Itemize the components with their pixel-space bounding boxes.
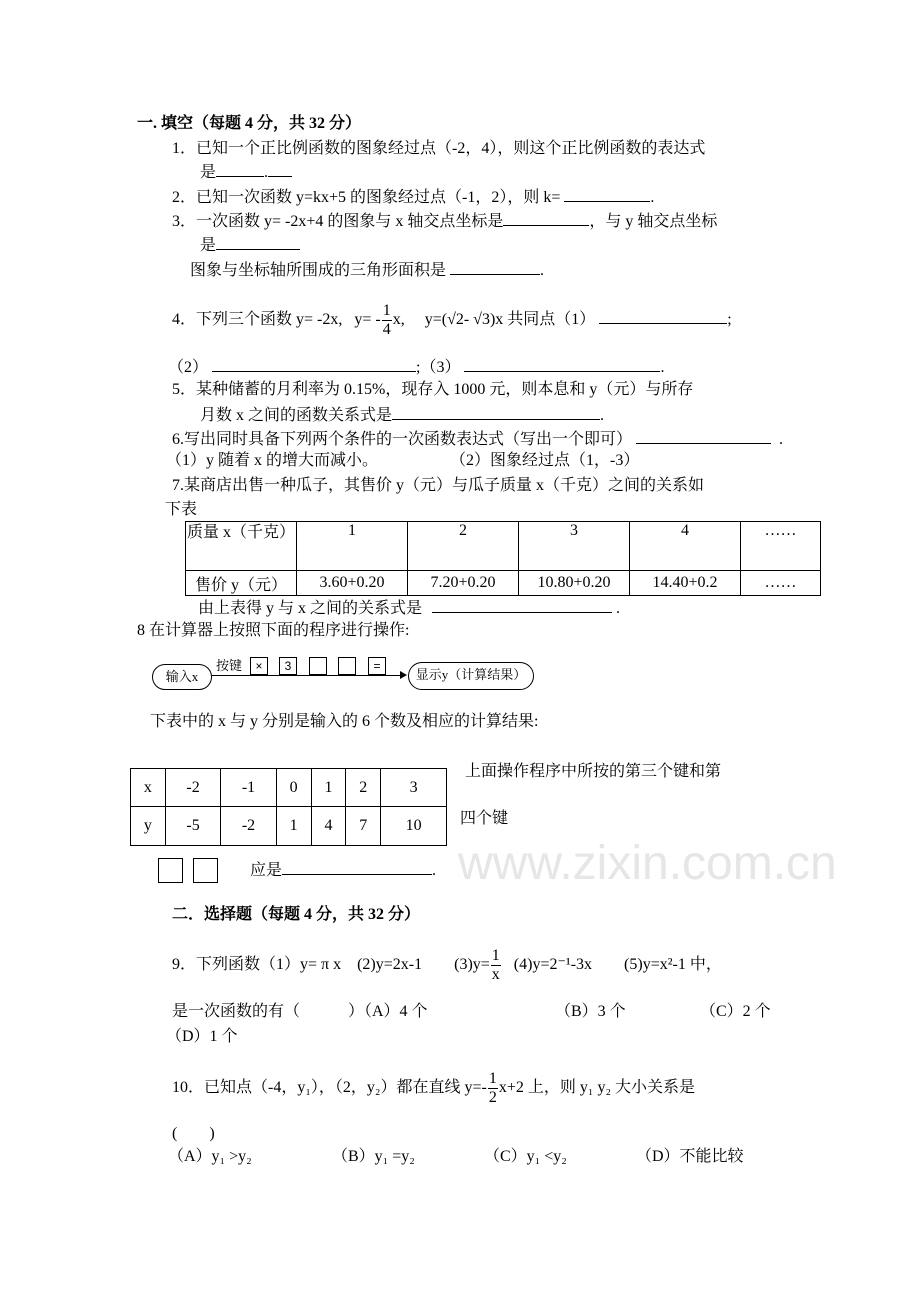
q3-blank-area[interactable]	[450, 259, 540, 275]
q7-cell: 质量 x（千克）	[186, 522, 297, 571]
q7-after	[198, 597, 620, 619]
q4-f2a: y= -	[354, 311, 381, 328]
q8-intro: 下表中的 x 与 y 分别是输入的 6 个数及相应的计算结果:	[150, 713, 539, 730]
answer-box-4[interactable]	[193, 858, 218, 883]
q3-blank-y[interactable]	[216, 234, 300, 250]
q3-area	[190, 259, 544, 281]
q10-option-d: （D）不能比较	[636, 1148, 744, 1165]
q8-row-y	[131, 807, 447, 846]
q8-cell: 2	[346, 769, 381, 807]
q3-end: .	[540, 262, 545, 279]
key-1: ×	[250, 657, 268, 675]
q9-option-b: （B）3 个	[555, 1003, 626, 1020]
q7-cell: ……	[741, 571, 821, 596]
q9-text: 9．下列函数（1）y= π x (2)y=2x-1 (3)y=	[172, 956, 490, 973]
q9-num: 1	[491, 946, 500, 964]
q10-option-c: （C）y₁ <y₂	[484, 1148, 567, 1165]
q7-after-text: 由上表得 y 与 x 之间的关系式是	[198, 600, 423, 617]
q7-cell: ……	[741, 522, 821, 571]
q10-fraction	[488, 1070, 498, 1107]
q7-cell: 7.20+0.20	[408, 571, 519, 596]
q10-rest: x+2 上，则 y₁ y₂ 大小关系是	[498, 1079, 696, 1096]
q1-blank[interactable]	[216, 161, 264, 177]
q8-text: 8 在计算器上按照下面的程序进行操作:	[137, 622, 410, 639]
q4	[172, 300, 732, 340]
q1-dot: .	[264, 164, 269, 181]
flow-press-label: 按键	[216, 658, 243, 673]
q4-end1: ;	[727, 311, 732, 328]
section1-title: 一. 填空（每题 4 分，共 32 分）	[137, 115, 362, 132]
q7-cont: 下表	[165, 501, 198, 518]
q8-cell: 10	[381, 807, 447, 846]
q8-cell: 7	[346, 807, 381, 846]
q5-text: 5．某种储蓄的月利率为 0.15%，现存入 1000 元，则本息和 y（元）与所存	[172, 381, 694, 398]
q7-cell: 14.40+0.2	[630, 571, 741, 596]
q7-cell: 10.80+0.20	[519, 571, 630, 596]
q8-cell: 1	[276, 807, 311, 846]
q10-paren: ( )	[172, 1125, 215, 1142]
q4-blank-1[interactable]	[599, 308, 727, 324]
q7-cell: 3	[519, 522, 630, 571]
q7-cell: 3.60+0.20	[297, 571, 408, 596]
q2-text: 2．已知一次函数 y=kx+5 的图象经过点（-1，2），则 k=	[172, 189, 561, 206]
section2-title: 二．选择题（每题 4 分，共 32 分）	[172, 906, 421, 923]
q3	[172, 210, 717, 232]
q7-cell: 1	[297, 522, 408, 571]
q7-table	[185, 521, 821, 596]
q4-den: 4	[382, 320, 391, 338]
q9-option-c: （C）2 个	[700, 1003, 771, 1020]
q4-num: 1	[382, 301, 391, 319]
q10-option-b: （B）y₁ =y₂	[332, 1148, 415, 1165]
q8-cell: -5	[165, 807, 220, 846]
watermark: www.zixin.com.cn	[458, 837, 837, 890]
key-3	[309, 657, 327, 675]
q7-cell: 售价 y（元）	[186, 571, 297, 596]
q6-blank[interactable]	[636, 428, 771, 444]
q7-text: 7.某商店出售一种瓜子，其售价 y（元）与瓜子质量 x（千克）之间的关系如	[172, 477, 705, 494]
q8-cell: y	[131, 807, 166, 846]
q10-option-a: （A）y₁ >y₂	[168, 1148, 252, 1165]
q8-cell: 3	[381, 769, 447, 807]
q3-cont	[200, 234, 300, 256]
q1-cont	[200, 161, 292, 183]
q8-side2: 四个键	[460, 810, 509, 827]
q7-end: .	[616, 600, 621, 617]
q8-answer	[250, 859, 436, 881]
q2-end: .	[650, 189, 655, 206]
q2	[172, 186, 654, 208]
q5-end: .	[600, 407, 605, 424]
q7-cell: 4	[630, 522, 741, 571]
q3-text: 3．一次函数 y= -2x+4 的图象与 x 轴交点坐标是	[172, 213, 504, 230]
q6-c1: （1）y 随着 x 的增大而减小。	[166, 452, 379, 469]
q7-row-price	[186, 571, 821, 596]
arrow-head-icon	[400, 671, 407, 679]
q8-cell: x	[131, 769, 166, 807]
q2-blank[interactable]	[564, 186, 650, 202]
q8-cell: -2	[165, 769, 220, 807]
q10-num: 1	[488, 1069, 497, 1087]
q7-cell: 2	[408, 522, 519, 571]
q8-cell: 0	[276, 769, 311, 807]
q9-option-d: （D）1 个	[166, 1028, 238, 1045]
q8-row-x	[131, 769, 447, 807]
q4-p2: （2）	[168, 359, 209, 376]
q8-table	[130, 768, 447, 846]
q4-line2	[168, 356, 664, 378]
q7-blank[interactable]	[432, 597, 612, 613]
q3-cont-text: 是	[200, 237, 217, 254]
q10-den: 2	[488, 1088, 497, 1106]
q10-text: 10．已知点（-4，y₁），（2，y₂）都在直线 y=-	[172, 1079, 487, 1096]
q3-mid: ，与 y 轴交点坐标	[589, 213, 718, 230]
q9-rest: (4)y=2⁻¹-3x (5)y=x²-1 中，	[513, 956, 722, 973]
q9-fraction	[491, 947, 501, 984]
key-5: =	[368, 657, 386, 675]
q6-text: 6.写出同时具备下列两个条件的一次函数表达式（写出一个即可）	[172, 431, 633, 448]
q4-fraction	[382, 302, 392, 339]
q8-side1: 上面操作程序中所按的第三个键和第	[465, 763, 722, 780]
q4-sep: ;（3）	[416, 359, 461, 376]
q5-cont-text: 月数 x 之间的函数关系式是	[200, 407, 393, 424]
key-4	[338, 657, 356, 675]
calculator-flowchart	[150, 655, 550, 695]
q8-end: .	[432, 862, 437, 879]
q8-cell: -2	[221, 807, 276, 846]
q4-f3: y=(√2- √3)x 共同点（1）	[424, 311, 596, 328]
answer-box-3[interactable]	[158, 858, 183, 883]
q4-blank-2[interactable]	[212, 356, 416, 372]
q9-line2: 是一次函数的有（ ）（A）4 个	[172, 1003, 428, 1020]
q8-cell: -1	[221, 769, 276, 807]
q1-cont-text: 是	[200, 164, 217, 181]
q1-blank-2[interactable]	[268, 161, 292, 177]
q4-blank-3[interactable]	[464, 356, 660, 372]
q4-text: 4．下列三个函数 y= -2x,	[172, 311, 343, 328]
flow-output: 显示y（计算结果）	[408, 662, 534, 690]
q9-den: x	[491, 965, 500, 983]
q8-cell: 1	[311, 769, 346, 807]
key-2: 3	[279, 657, 297, 675]
q5-cont	[200, 404, 604, 426]
q8-blank[interactable]	[282, 859, 432, 875]
q6-c2: （2）图象经过点（1，-3）	[450, 452, 640, 469]
q3-blank-x[interactable]	[503, 210, 589, 226]
q7-row-mass	[186, 522, 821, 571]
flow-input: 输入x	[152, 664, 212, 690]
q1-text: 1．已知一个正比例函数的图象经过点（-2，4），则这个正比例函数的表达式	[172, 140, 706, 157]
q8-cell: 4	[311, 807, 346, 846]
q4-end: .	[660, 359, 665, 376]
q3-area-text: 图象与坐标轴所围成的三角形面积是	[190, 262, 447, 279]
q6	[172, 428, 783, 450]
q8-answer-text: 应是	[250, 862, 283, 879]
q6-end: .	[779, 431, 784, 448]
q10	[172, 1068, 695, 1108]
q9	[172, 945, 722, 985]
flow-arrow	[212, 675, 402, 676]
q5-blank[interactable]	[392, 404, 600, 420]
q4-f2b: x,	[392, 311, 405, 328]
